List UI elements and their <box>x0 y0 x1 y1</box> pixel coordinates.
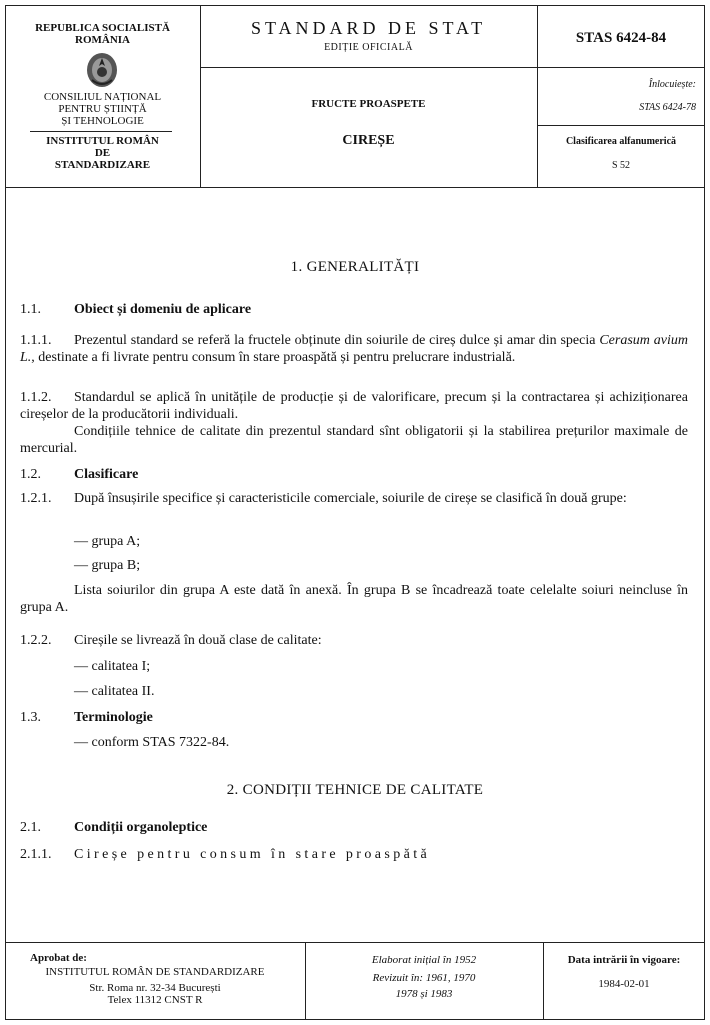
section-1-heading: 1. GENERALITĂȚI <box>290 259 420 275</box>
s1-1-heading: 1.1. Obiect și domeniu de aplicare <box>20 302 252 317</box>
s1-1-1-paragraph: 1.1.1. Prezentul standard se referă la fructele obținute din soiurile de cireș dulce și amar din specia Cerasum avium L., destinate a fi livrate pentru consum în stare proaspătă și pentru prelucrare industrială. <box>20 333 688 365</box>
elaborated-note: Elaborat inițial în 1952 <box>371 954 477 966</box>
class-1-item: — calitatea I; <box>74 659 151 674</box>
header-left-rule <box>30 131 172 132</box>
s1-2-1-paragraph-2: Lista soiurilor din grupa A este dată în anexă. În grupa B se încadrează toate celelalte soiuri neincluse în grupa A. <box>20 583 688 615</box>
s1-2-2-paragraph: 1.2.2. Cireșile se livrează în două clase de calitate: <box>20 633 322 648</box>
effective-date: 1984-02-01 <box>598 978 650 990</box>
header-country: REPUBLICA SOCIALISTĂ ROMÂNIA <box>35 22 170 46</box>
institute-telex: Telex 11312 CNST R <box>107 994 203 1006</box>
header-institute: INSTITUTUL ROMÂN DE STANDARDIZARE <box>46 135 159 171</box>
header-right-rule1 <box>537 67 705 68</box>
revised-note-2: 1978 și 1983 <box>395 988 453 1000</box>
stas-code: STAS 6424-84 <box>575 30 667 46</box>
footer-top-rule <box>5 942 705 943</box>
s1-3-text: — conform STAS 7322-84. <box>74 735 230 750</box>
approved-by: INSTITUTUL ROMÂN DE STANDARDIZARE <box>45 966 265 978</box>
classification-value: S 52 <box>611 160 631 171</box>
s1-3-heading: 1.3. Terminologie <box>20 710 153 725</box>
s2-1-1-heading: 2.1.1. Cireșe pentru consum în stare proaspătă <box>20 847 431 862</box>
coat-of-arms-emblem <box>80 52 124 88</box>
effective-label: Data intrării în vigoare: <box>567 954 681 966</box>
group-b-item: — grupa B; <box>74 558 141 573</box>
replaces-value: STAS 6424-78 <box>639 102 696 113</box>
group-a-item: — grupa A; <box>74 534 141 549</box>
header-right-rule2 <box>537 125 705 126</box>
class-2-item: — calitatea II. <box>74 684 155 699</box>
s1-1-2-paragraph-2: Condițiile tehnice de calitate din prezentul standard sînt obligatorii și la stabilirea prețurilor maximale de mercurial. <box>20 424 688 456</box>
s1-2-1-paragraph: 1.2.1. După însușirile specifice și caracteristicile comerciale, soiurile de cireșe se clasifică în două grupe: <box>20 491 627 506</box>
header-center-rule <box>200 67 537 68</box>
header-council: CONSILIUL NAȚIONAL PENTRU ȘTIINȚĂ ȘI TEHNOLOGIE <box>43 91 162 127</box>
approved-label: Aprobat de: <box>30 952 87 964</box>
section-2-heading: 2. CONDIȚII TEHNICE DE CALITATE <box>226 782 484 798</box>
category-title: FRUCTE PROASPETE <box>311 98 426 110</box>
classification-label: Clasificarea alfanumerică <box>565 136 677 147</box>
s1-1-2-paragraph: 1.1.2. Standardul se aplică în unitățile de producție și de valorificare, precum și la contractarea și achiziționarea cireșelor de la producătorii individuali. <box>20 390 688 422</box>
standard-title: STANDARD DE STAT <box>250 18 487 38</box>
product-title: CIREȘE <box>342 133 395 148</box>
replaces-label: Înlocuiește: <box>648 79 696 90</box>
institute-address: Str. Roma nr. 32-34 București <box>89 982 221 994</box>
s2-1-heading: 2.1. Condiții organoleptice <box>20 820 208 835</box>
edition-subtitle: EDIȚIE OFICIALĂ <box>324 42 413 53</box>
s1-2-heading: 1.2. Clasificare <box>20 467 139 482</box>
revised-note: Revizuit în: 1961, 1970 <box>372 972 476 984</box>
header-bottom-rule <box>5 187 705 188</box>
